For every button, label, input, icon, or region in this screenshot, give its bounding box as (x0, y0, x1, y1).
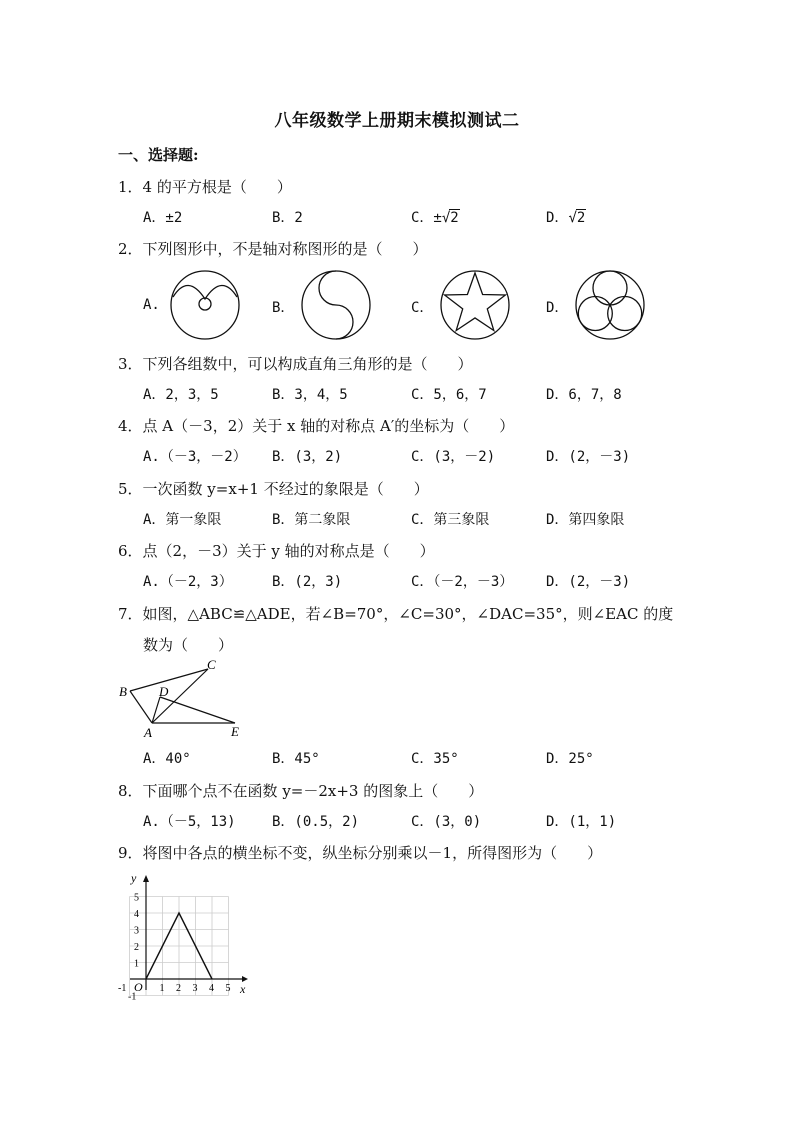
question-9-stem: 9．将图中各点的横坐标不变，纵坐标分别乘以－1，所得图形为（ ） (118, 844, 603, 862)
y-axis-label: y (131, 871, 137, 885)
x-tick-label: 3 (192, 983, 198, 994)
page-title: 八年级数学上册期末模拟测试二 (274, 111, 520, 131)
label-d: D (159, 684, 169, 699)
q2-option-b: B． (272, 300, 295, 316)
q3-option-a: A．2，3，5 (143, 387, 219, 403)
q5-option-c: C．第三象限 (411, 512, 490, 528)
sqrt-symbol: √2 (568, 210, 586, 226)
segment-de (160, 697, 235, 723)
q1-option-a: A．±2 (143, 210, 183, 226)
q6-option-d: D．(2，－3) (546, 574, 631, 590)
question-4-stem: 4．点 A（－3，2）关于 x 轴的对称点 A′的坐标为（ ） (118, 417, 515, 435)
q6-option-b: B．(2，3) (272, 574, 343, 590)
q7-option-a: A．40° (143, 751, 191, 767)
q7-option-c: C．35° (411, 751, 459, 767)
sqrt-symbol: √2 (441, 210, 459, 226)
y-tick-label: -1 (128, 991, 137, 1003)
question-7-stem-line2: 数为（ ） (143, 636, 234, 654)
q4-option-b: B．(3，2) (272, 449, 343, 465)
q5-option-b: B．第二象限 (272, 512, 351, 528)
question-3-stem: 3．下列各组数中，可以构成直角三角形的是（ ） (118, 355, 473, 373)
q5-option-d: D．第四象限 (546, 512, 625, 528)
x-tick-label: 4 (209, 983, 214, 994)
y-tick-label: 3 (134, 925, 139, 937)
q2-figure-b-yinyang (299, 269, 373, 341)
q2-figure-d-trefoil (573, 269, 647, 341)
q1-option-c-prefix: C．± (411, 210, 442, 226)
label-c: C (207, 660, 216, 672)
q1-option-b: B．2 (272, 210, 303, 226)
q5-option-a: A．第一象限 (143, 512, 222, 528)
x-tick-label: -1 (118, 983, 127, 994)
q8-option-b: B．(0.5，2) (272, 814, 360, 830)
q7-option-b: B．45° (272, 751, 320, 767)
y-axis-arrow-icon (143, 875, 149, 882)
y-tick-label: 2 (134, 942, 139, 953)
q6-option-a: A.（－2，3） (143, 574, 233, 590)
question-1-stem: 1．4 的平方根是（ ） (118, 178, 292, 196)
q1-option-c-radicand: 2 (450, 210, 459, 226)
q9-coordinate-figure (116, 870, 252, 1006)
q3-option-d: D．6，7，8 (546, 387, 622, 403)
x-tick-label: 1 (159, 983, 165, 994)
label-a: A (144, 725, 152, 740)
q2-figure-a-heart (168, 269, 242, 341)
x-tick-label: 5 (225, 983, 231, 994)
q4-option-c: C．(3，－2) (411, 449, 496, 465)
label-e: E (231, 724, 239, 739)
question-5-stem: 5．一次函数 y=x+1 不经过的象限是（ ） (118, 480, 429, 498)
question-7-stem-line1: 7．如图，△ABC≌△ADE，若∠B=70°，∠C=30°，∠DAC=35°，则∠EAC 的度 (118, 605, 674, 623)
q3-option-b: B．3，4，5 (272, 387, 348, 403)
question-6-stem: 6．点（2，－3）关于 y 轴的对称点是（ ） (118, 542, 435, 560)
q2-figure-c-star (438, 269, 512, 341)
y-tick-label: 4 (134, 909, 139, 920)
q3-option-c: C．5，6，7 (411, 387, 487, 403)
q8-option-d: D．(1，1) (546, 814, 617, 830)
q1-option-c (411, 207, 460, 227)
label-b: B (119, 684, 127, 699)
q2-option-d: D． (546, 300, 569, 316)
section-heading: 一、选择题: (118, 146, 199, 164)
q7-triangle-figure (117, 660, 245, 740)
q4-option-d: D．(2，－3) (546, 449, 631, 465)
q1-option-d-radicand: 2 (576, 210, 586, 226)
q2-option-a: A. (143, 297, 160, 313)
x-axis-label: x (240, 982, 246, 996)
q1-option-d-prefix: D． (546, 210, 569, 226)
q7-option-d: D．25° (546, 751, 594, 767)
x-tick-label: 2 (176, 983, 181, 994)
question-2-stem: 2．下列图形中，不是轴对称图形的是（ ） (118, 240, 428, 258)
question-8-stem: 8．下面哪个点不在函数 y=－2x+3 的图象上（ ） (118, 782, 484, 800)
q6-option-c: C．（－2，－3） (411, 574, 514, 590)
q4-option-a: A.（－3，－2） (143, 449, 247, 465)
q8-option-a: A.（－5，13) (143, 814, 236, 830)
origin-label: O (134, 980, 143, 994)
y-tick-label: 5 (134, 892, 139, 904)
q1-option-d (546, 207, 586, 227)
q8-option-c: C．(3，0) (411, 814, 482, 830)
segment-ba (130, 691, 152, 723)
y-tick-label: 1 (134, 958, 139, 970)
q2-option-c: C． (411, 300, 434, 316)
